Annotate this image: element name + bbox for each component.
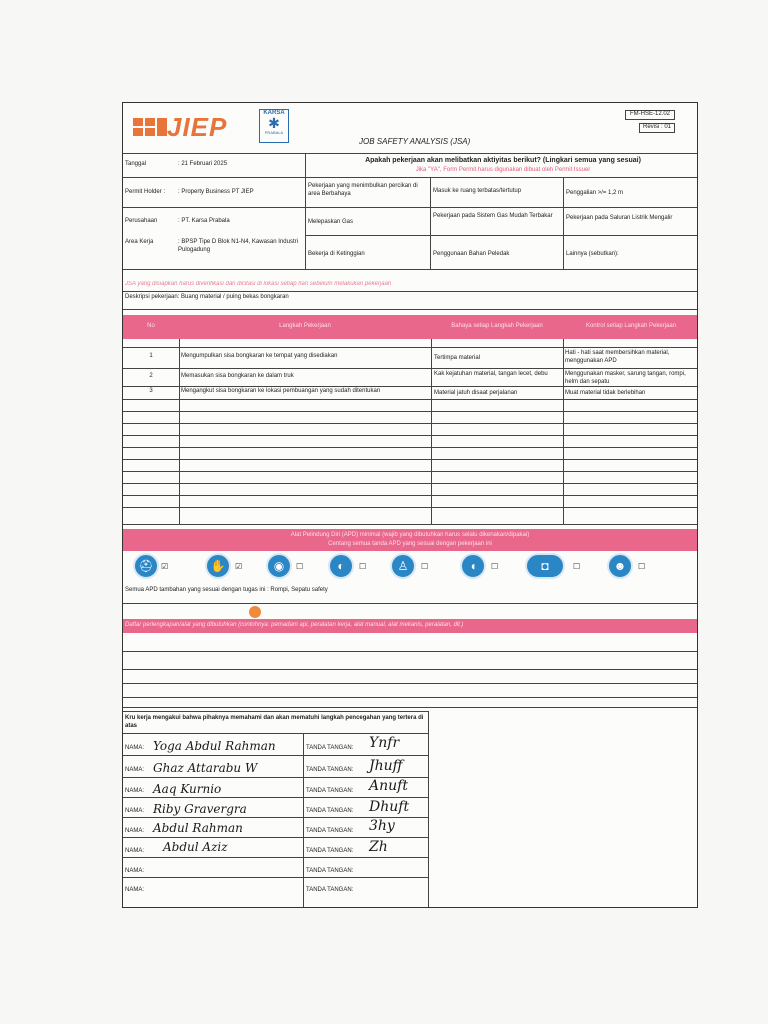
jsa-note: JSA yang disiapkan harus diverifikasi dan dicitasi di lokasi setiap hari sebelum melakukan pekerjaan (125, 281, 392, 287)
jsa-form (122, 102, 698, 908)
tanggal-label: Tanggal (125, 161, 147, 167)
crew-name-label: NAMA: (125, 808, 145, 814)
crew-name-label: NAMA: (125, 788, 145, 794)
ear-protection-icon: ◐ (328, 553, 354, 579)
activity-item: Pekerjaan pada Sistem Gas Mudah Terbakar (433, 213, 553, 219)
table-row-hazard: Material jatuh disaat perjalanan (434, 390, 518, 396)
gloves-icon: ✋ (205, 553, 231, 579)
jiep-logo-icon (131, 114, 171, 142)
ppe-checkbox[interactable]: ☑ (161, 562, 169, 571)
activity-item: Penggunaan Bahan Peledak (433, 251, 510, 257)
safety-boot-icon: ◖ (460, 553, 486, 579)
crew-name: Yoga Abdul Rahman (153, 739, 276, 753)
activity-item: Pekerjaan pada Saluran Listrik Mengalir (566, 215, 673, 221)
jiep-logo-text: JIEP (167, 112, 228, 142)
crew-signature: 3hy (369, 818, 395, 834)
crew-signature: Dhuft (369, 799, 410, 815)
col-header-no: No (147, 323, 155, 329)
face-shield-icon: ◘ (525, 553, 565, 579)
table-row-control: Menggunakan masker, sarung tangan, rompi, helm dan sepatu (565, 371, 686, 385)
permit-holder-label: Permit Holder : (125, 189, 166, 195)
col-header-hazard: Bahaya setiap Langkah Pekerjaan (451, 323, 543, 329)
crew-sign-label: TANDA TANGAN: (306, 848, 354, 854)
revision-label: Revisi : 01 (639, 123, 675, 133)
goggles-icon: ◉ (266, 553, 292, 579)
tanggal-value: : 21 Februari 2025 (178, 161, 228, 167)
ppe-checkbox[interactable]: ☐ (296, 562, 304, 571)
crew-sign-label: TANDA TANGAN: (306, 887, 354, 893)
karsa-logo-bottom: PRABALA (264, 130, 284, 135)
crew-signature: Jhuff (369, 758, 403, 774)
jiep-logo (131, 111, 241, 143)
karsa-logo (259, 109, 289, 143)
crew-signature: Anuft (369, 778, 408, 794)
perusahaan-value: : PT. Karsa Prabala (178, 218, 230, 224)
activity-item: Penggalian >/= 1,2 m (566, 190, 624, 196)
crew-name-label: NAMA: (125, 868, 145, 874)
area-label: Area Kerja (125, 239, 154, 245)
col-header-step: Langkah Pekerjaan (279, 323, 331, 329)
crew-name: Aaq Kurnio (153, 782, 222, 796)
permit-holder-value: : Property Business PT JIEP (178, 189, 254, 195)
ppe-checkbox[interactable]: ☐ (573, 562, 581, 571)
crew-name: Riby Gravergra (153, 802, 247, 816)
ppe-checkbox[interactable]: ☑ (235, 562, 243, 571)
activity-item: Masuk ke ruang terbatas/tertutup (433, 188, 522, 194)
crew-name: Abdul Aziz (163, 840, 228, 854)
activity-item: Pekerjaan yang menimbulkan percikan di area Berbahaya (308, 183, 418, 197)
crew-name-label: NAMA: (125, 767, 145, 773)
karsa-logo-top: KARSA (263, 110, 285, 116)
crew-sign-label: TANDA TANGAN: (306, 788, 354, 794)
crew-name: Ghaz Attarabu W (153, 761, 258, 775)
coverall-icon: ♙ (390, 553, 416, 579)
activity-item: Bekerja di Ketinggian (308, 251, 365, 257)
table-row-no: 1 (149, 353, 153, 359)
crew-name-label: NAMA: (125, 745, 145, 751)
ppe-checkbox[interactable]: ☐ (638, 562, 646, 571)
table-row-step: Mengumpulkan sisa bongkaran ke tempat yang disediakan (181, 353, 338, 359)
area-value: : BPSP Tipe D Blok N1-N4, Kawasan Industri Pulogadung (178, 239, 298, 253)
form-title: JOB SAFETY ANALYSIS (JSA) (359, 137, 471, 146)
karsa-emblem-icon: ✱ (268, 115, 280, 131)
helmet-icon: ⛑ (133, 553, 159, 579)
crew-signature: Zh (369, 839, 388, 855)
additional-ppe: Semua APD tambahan yang sesuai dengan tugas ini : Rompi, Sepatu safety (125, 587, 328, 593)
job-description: Deskripsi pekerjaan: Buang material / puing bekas bongkaran (125, 294, 289, 300)
crew-sign-label: TANDA TANGAN: (306, 745, 354, 751)
crew-name: Abdul Rahman (153, 821, 243, 835)
ppe-checkbox[interactable]: ☐ (359, 562, 367, 571)
respirator-icon: ☻ (607, 553, 633, 579)
crew-name-label: NAMA: (125, 828, 145, 834)
table-row-control: Hati - hati saat membersihkan material, menggunakan APD (565, 350, 670, 364)
crew-sign-label: TANDA TANGAN: (306, 828, 354, 834)
table-row-no: 3 (149, 388, 153, 394)
perusahaan-label: Perusahaan (125, 218, 158, 224)
crew-name-label: NAMA: (125, 887, 145, 893)
table-row-hazard: Kak kejatuhan material, tangan lecet, debu (434, 371, 548, 377)
table-row-control: Muat material tidak berlebihan (565, 390, 646, 396)
activities-question: Apakah pekerjaan akan melibatkan aktiyitas berikut? (Lingkari semua yang sesuai) (365, 157, 641, 164)
crew-sign-label: TANDA TANGAN: (306, 868, 354, 874)
col-header-control: Kontrol setiap Langkah Pekerjaan (585, 323, 677, 329)
ppe-banner-line2: Centang semua tanda APD yang sesuai dengan pekerjaan ini (328, 541, 492, 547)
ppe-checkbox[interactable]: ☐ (421, 562, 429, 571)
activity-item: Lainnya (sebutkan): (566, 251, 619, 257)
table-row-no: 2 (149, 373, 153, 379)
orange-mark (249, 606, 261, 618)
table-row-step: Mengangkut sisa bongkaran ke lokasi pembuangan yang sudah ditentukan (181, 388, 381, 394)
table-row-hazard: Tertimpa material (434, 355, 481, 361)
equipment-banner-text: Daftar perlengkapan/alat yang dibutuhkan (contohnya: pemadam api, peralatan kerja, alat manual, alat mekanis, peralatan, dll.) (125, 622, 464, 628)
crew-statement: Kru kerja mengakui bahwa pihaknya memahami dan akan mematuhi langkah pencegahan yang tertera di atas (125, 715, 424, 729)
table-row-step: Memasukan sisa bongkaran ke dalam truk (181, 373, 294, 379)
crew-name-label: NAMA: (125, 848, 145, 854)
ppe-banner-line1: Alat Pelindung Diri (APD) minimal (wajib yang dibutuhkan harus selalu dikenakan/dipakai) (290, 532, 530, 538)
ppe-checkbox[interactable]: ☐ (491, 562, 499, 571)
crew-sign-label: TANDA TANGAN: (306, 808, 354, 814)
crew-sign-label: TANDA TANGAN: (306, 767, 354, 773)
activity-item: Melepaskan Gas (308, 219, 354, 225)
doc-code: FM-HSE-12.02 (625, 110, 675, 120)
activities-note: Jika "YA", Form Permit harus digunakan dibuat oleh Permit Issuer (415, 167, 591, 173)
crew-signature: Ynfr (369, 735, 400, 751)
